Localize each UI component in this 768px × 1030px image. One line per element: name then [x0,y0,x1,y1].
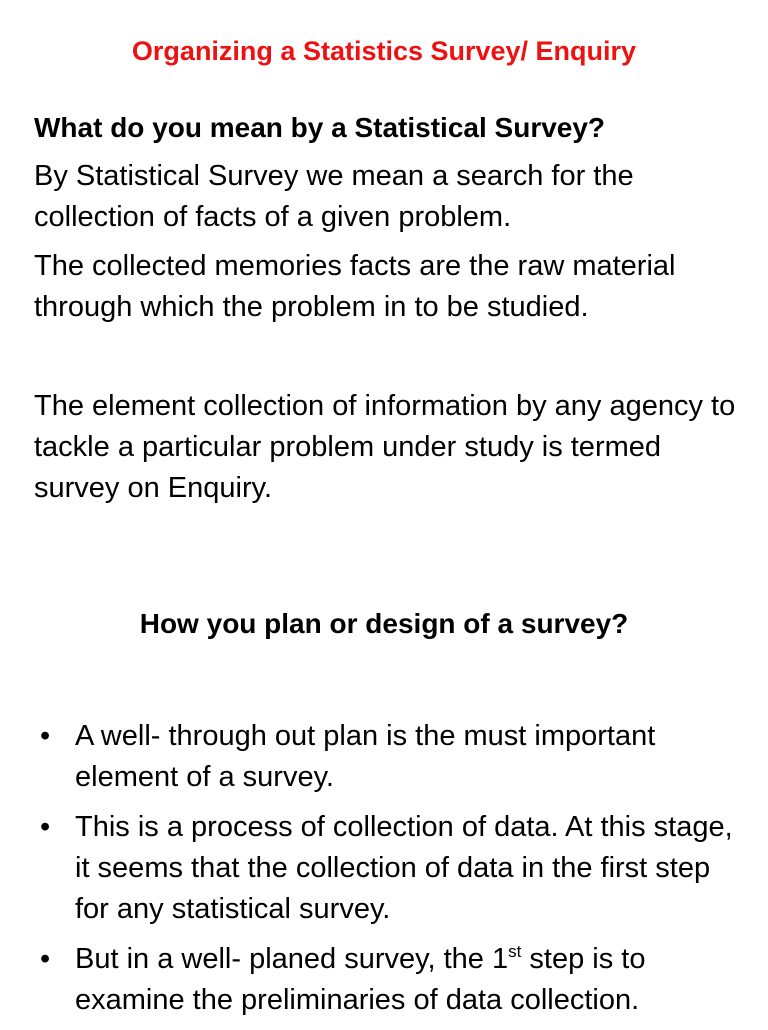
bullet-icon: • [40,943,51,975]
paragraph-enquiry: The element collection of information by any agency to tackle a particular problem under study is termed survey on Enquiry. [34,390,736,504]
paragraph-raw-material: The collected memories facts are the raw material through which the problem in to be studied. [34,250,676,323]
question-heading: What do you mean by a Statistical Survey? [34,112,606,143]
bullet-icon: • [40,720,51,752]
bullet-item [34,939,740,1021]
bullet-list [34,716,740,1030]
bullet-icon: • [40,811,51,843]
bullet-item [34,716,740,798]
ordinal-superscript: st [508,942,522,961]
paragraph-definition: By Statistical Survey we mean a search for the collection of facts of a given problem. [34,160,634,233]
bullet-text: A well- through out plan is the must important element of a survey. [75,720,656,793]
bullet-text-after: step is to examine the preliminaries of data collection. [75,943,646,1016]
bullet-text: This is a process of collection of data. At this stage, it seems that the collection of data in the first step for any statistical survey. [75,811,733,925]
bullet-item [34,807,740,930]
design-heading: How you plan or design of a survey? [139,608,629,639]
bullet-text-before: But in a well- planed survey, the 1 [75,943,509,975]
slide-title: Organizing a Statistics Survey/ Enquiry [131,36,637,66]
